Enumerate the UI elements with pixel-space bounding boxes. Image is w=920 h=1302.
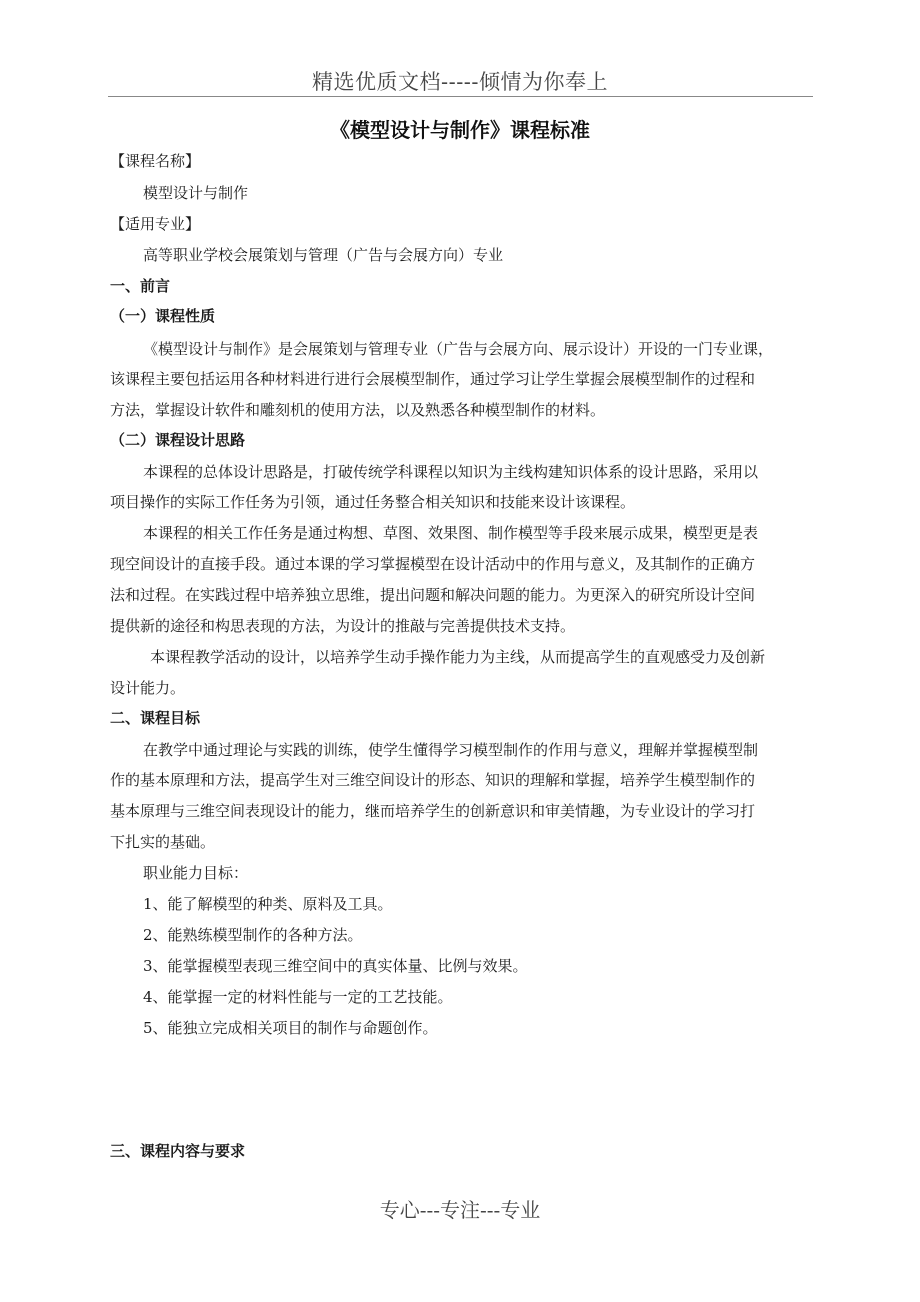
list-item: 1、能了解模型的种类、原料及工具。: [143, 895, 393, 913]
course-name-label: 【课程名称】: [110, 152, 201, 170]
section2-heading: 二、课程目标: [110, 709, 201, 727]
ability-label: 职业能力目标：: [143, 864, 249, 882]
section3-heading: 三、课程内容与要求: [110, 1142, 246, 1160]
paragraph-line: 作的基本原理和方法，提高学生对三维空间设计的形态、知识的理解和掌握，培养学生模型制作的: [110, 771, 756, 789]
course-name: 模型设计与制作: [143, 184, 249, 202]
section1-heading: 一、前言: [110, 277, 171, 295]
header-divider: [108, 96, 813, 97]
paragraph-line: 该课程主要包括运用各种材料进行进行会展模型制作，通过学习让学生掌握会展模型制作的过程和: [110, 370, 756, 388]
section1-sub2-heading: （二）课程设计思路: [110, 431, 246, 449]
page-header: 精选优质文档-----倾情为你奉上: [312, 70, 608, 94]
paragraph-line: 基本原理与三维空间表现设计的能力，继而培养学生的创新意识和审美情趣，为专业设计的学习打: [110, 802, 756, 820]
section1-sub1-heading: （一）课程性质: [110, 307, 216, 325]
paragraph-line: 本课程教学活动的设计，以培养学生动手操作能力为主线，从而提高学生的直观感受力及创新: [150, 648, 766, 666]
paragraph-line: 提供新的途径和构思表现的方法，为设计的推敲与完善提供技术支持。: [110, 617, 576, 635]
major-label: 【适用专业】: [110, 215, 201, 233]
paragraph-line: 下扎实的基础。: [110, 833, 216, 851]
major-text: 高等职业学校会展策划与管理（广告与会展方向）专业: [143, 246, 504, 264]
paragraph-line: 本课程的相关工作任务是通过构想、草图、效果图、制作模型等手段来展示成果，模型更是表: [143, 524, 759, 542]
list-item: 2、能熟练模型制作的各种方法。: [143, 926, 363, 944]
paragraph-line: 在教学中通过理论与实践的训练，使学生懂得学习模型制作的作用与意义，理解并掌握模型制: [143, 741, 759, 759]
paragraph-line: 方法，掌握设计软件和雕刻机的使用方法，以及熟悉各种模型制作的材料。: [110, 401, 606, 419]
list-item: 4、能掌握一定的材料性能与一定的工艺技能。: [143, 988, 453, 1006]
paragraph-line: 现空间设计的直接手段。通过本课的学习掌握模型在设计活动中的作用与意义，及其制作的正确方: [110, 555, 756, 573]
paragraph-line: 《模型设计与制作》是会展策划与管理专业（广告与会展方向、展示设计）开设的一门专业课，: [143, 340, 774, 358]
paragraph-line: 设计能力。: [110, 679, 186, 697]
page-footer: 专心---专注---专业: [379, 1198, 541, 1222]
paragraph-line: 本课程的总体设计思路是，打破传统学科课程以知识为主线构建知识体系的设计思路，采用以: [143, 463, 759, 481]
list-item: 3、能掌握模型表现三维空间中的真实体量、比例与效果。: [143, 957, 528, 975]
document-title: 《模型设计与制作》课程标准: [330, 118, 590, 142]
paragraph-line: 法和过程。在实践过程中培养独立思维，提出问题和解决问题的能力。为更深入的研究所设计空间: [110, 586, 756, 604]
paragraph-line: 项目操作的实际工作任务为引领，通过任务整合相关知识和技能来设计该课程。: [110, 493, 636, 511]
list-item: 5、能独立完成相关项目的制作与命题创作。: [143, 1019, 438, 1037]
